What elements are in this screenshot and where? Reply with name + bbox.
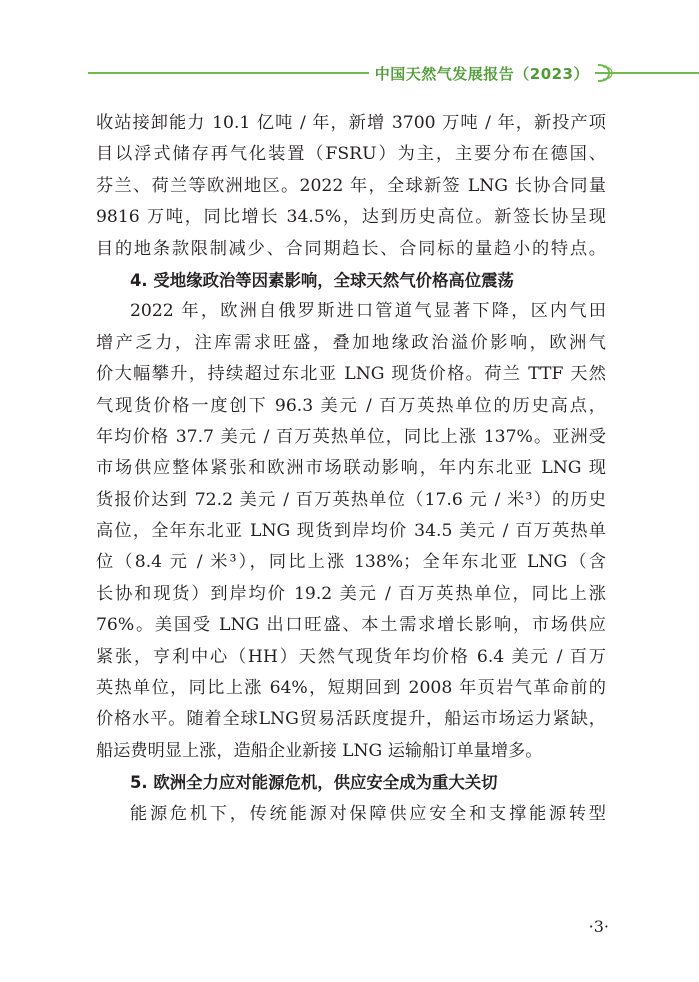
text-line: 货报价达到 72.2 美元 / 百万英热单位（17.6 元 / 米³）的历史	[96, 489, 606, 510]
header-bracket-ornament	[595, 64, 615, 82]
text-line: 芬兰、荷兰等欧洲地区。2022 年，全球新签 LNG 长协合同量	[96, 175, 606, 196]
text-line: 市场供应整体紧张和欧洲市场联动影响，年内东北亚 LNG 现	[96, 458, 606, 479]
text-line: 英热单位，同比上涨 64%，短期回到 2008 年页岩气革命前的	[96, 678, 606, 699]
text-line: 9816 万吨，同比增长 34.5%，达到历史高位。新签长协呈现	[96, 207, 606, 228]
text-line: 能源危机下，传统能源对保障供应安全和支撑能源转型	[130, 803, 606, 824]
section-5-paragraph	[96, 799, 606, 830]
text-line: 76%。美国受 LNG 出口旺盛、本土需求增长影响，市场供应	[96, 615, 606, 636]
text-line: 目以浮式储存再气化装置（FSRU）为主，主要分布在德国、	[96, 144, 606, 165]
page-number: ·3·	[588, 917, 609, 936]
text-line: 价大幅攀升，持续超过东北亚 LNG 现货价格。荷兰 TTF 天然	[96, 364, 606, 385]
text-line: 年均价格 37.7 美元 / 百万英热单位，同比上涨 137%。亚洲受	[96, 426, 606, 447]
page-body	[96, 108, 606, 830]
text-line: 长协和现货）到岸均价 19.2 美元 / 百万英热单位，同比上涨	[96, 583, 606, 604]
intro-paragraph	[96, 108, 606, 265]
text-line: 价格水平。随着全球LNG贸易活跃度提升，船运市场运力紧缺，	[96, 709, 606, 730]
text-line: 船运费明显上涨，造船企业新接 LNG 运输船订单量增多。	[96, 740, 543, 761]
text-line: 收站接卸能力 10.1 亿吨 / 年，新增 3700 万吨 / 年，新投产项	[96, 113, 606, 133]
text-line: 气现货价格一度创下 96.3 美元 / 百万英热单位的历史高点，	[96, 395, 606, 416]
section-5-heading: 5. 欧洲全力应对能源危机，供应安全成为重大关切	[130, 773, 498, 793]
page-header	[0, 0, 699, 100]
text-line: 增产乏力，注库需求旺盛，叠加地缘政治溢价影响，欧洲气	[96, 332, 606, 353]
text-line: 2022 年，欧洲自俄罗斯进口管道气显著下降，区内气田	[130, 301, 606, 322]
section-4-heading: 4. 受地缘政治等因素影响，全球天然气价格高位震荡	[130, 270, 514, 290]
running-title: 中国天然气发展报告（2023）	[369, 63, 595, 84]
section-4-paragraph	[96, 296, 606, 767]
text-line: 目的地条款限制减少、合同期趋长、合同标的量趋小的特点。	[96, 238, 606, 259]
text-line: 紧张，亨利中心（HH）天然气现货年均价格 6.4 美元 / 百万	[96, 646, 606, 667]
text-line: 位（8.4 元 / 米³），同比上涨 138%；全年东北亚 LNG（含	[96, 552, 606, 573]
text-line: 高位，全年东北亚 LNG 现货到岸均价 34.5 美元 / 百万英热单	[96, 521, 606, 542]
